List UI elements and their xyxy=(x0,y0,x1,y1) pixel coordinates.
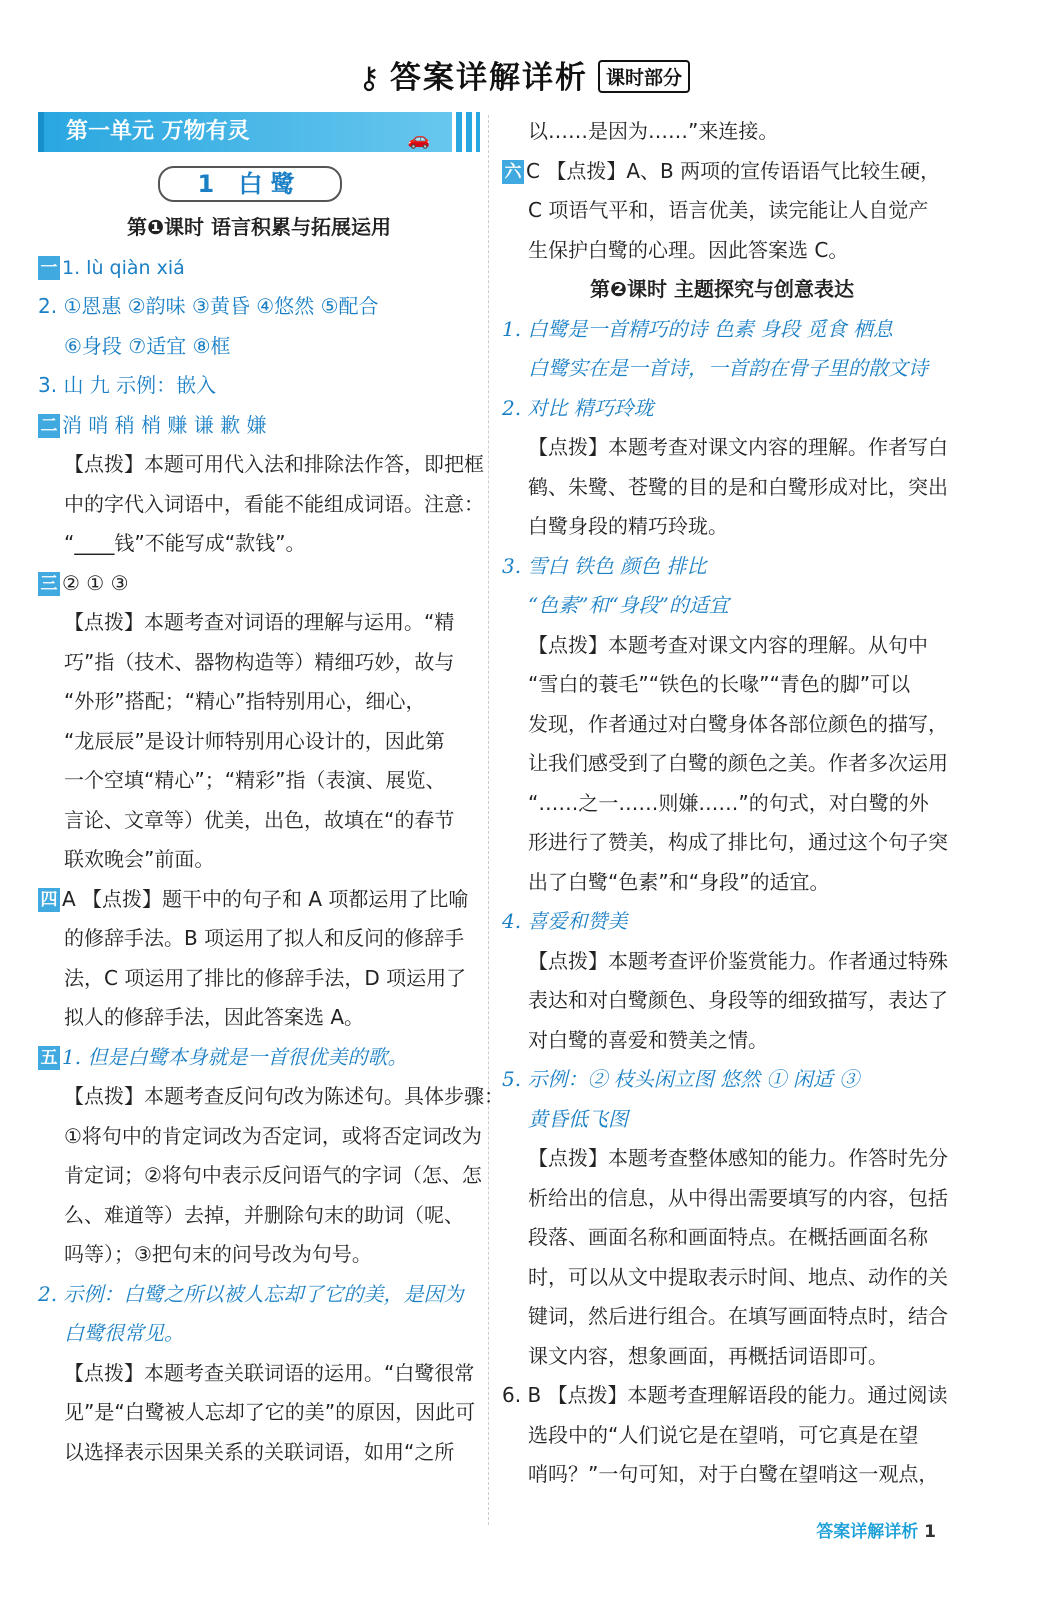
list-item: 一个空填“精心”；“精彩”指（表演、展览、 xyxy=(64,768,446,792)
list-item: 【点拨】本题考查对词语的理解与运用。“精 xyxy=(64,610,455,634)
list-item: 么、难道等）去掉，并删除句末的助词（呢、 xyxy=(64,1202,464,1227)
list-item: 【点拨】本题考查对课文内容的理解。从句中 xyxy=(528,632,928,657)
list-item: “外形”搭配；“精心”指特别用心，细心， xyxy=(64,689,426,713)
section-badge-3: 三 xyxy=(38,572,60,596)
list-item: 课文内容，想象画面，再概括词语即可。 xyxy=(528,1343,888,1368)
list-item: 4. 喜爱和赞美 xyxy=(502,909,628,933)
list-item: 【点拨】本题考查对课文内容的理解。作者写白 xyxy=(528,435,948,459)
list-item: 巧”指（技术、器物构造等）精细巧妙，故与 xyxy=(64,649,455,674)
list-item: 【点拨】本题考查反问句改为陈述句。具体步骤： xyxy=(64,1084,504,1108)
list-item: 白鹭身段的精巧玲珑。 xyxy=(528,514,728,538)
list-item: 形进行了赞美，构成了排比句，通过这个句子突 xyxy=(528,830,948,854)
list-item: 五 1. 但是白鹭本身就是一首很优美的歌。 xyxy=(38,1038,480,1078)
list-item: 2. 对比 精巧玲珑 xyxy=(502,395,654,420)
list-item: 六 C 【点拨】A、B 两项的宣传语语气比较生硬， xyxy=(502,152,942,192)
section-badge-2: 二 xyxy=(38,414,60,438)
list-item: 生保护白鹭的心理。因此答案选 C。 xyxy=(528,237,849,262)
section-badge-6: 六 xyxy=(502,160,524,184)
list-item: 黄昏低飞图 xyxy=(528,1106,628,1131)
unit-banner xyxy=(38,112,480,152)
list-item: “雪白的蓑毛”“铁色的长喙”“青色的脚”可以 xyxy=(528,672,911,696)
list-item: 二 消 哨 稍 梢 赚 谦 歉 嫌 xyxy=(38,406,480,446)
list-item: 1. 白鹭是一首精巧的诗 色素 身段 觅食 栖息 xyxy=(502,316,893,341)
list-item: 2. 示例：白鹭之所以被人忘却了它的美，是因为 xyxy=(38,1281,464,1306)
list-item: 5. 示例：② 枝头闲立图 悠然 ① 闲适 ③ xyxy=(502,1067,860,1091)
list-item: 以……是因为……”来连接。 xyxy=(528,119,779,143)
list-item: 拟人的修辞手法，因此答案选 A。 xyxy=(64,1005,365,1029)
list-item: 键词，然后进行组合。在填写画面特点时，结合 xyxy=(528,1304,948,1328)
list-item: 鹤、朱鹭、苍鹭的目的是和白鹭形成对比，突出 xyxy=(528,474,948,499)
list-item: 四 A 【点拨】题干中的句子和 A 项都运用了比喻 xyxy=(38,880,480,920)
list-item: 白鹭很常见。 xyxy=(64,1321,184,1345)
list-item: 言论、文章等）优美，出色，故填在“的春节 xyxy=(64,807,455,832)
title-tag: 课时部分 xyxy=(598,60,690,93)
list-item: 法，C 项运用了排比的修辞手法，D 项运用了 xyxy=(64,965,467,990)
session1-title: 第❶课时 语言积累与拓展运用 xyxy=(127,215,391,239)
page-title xyxy=(0,52,1048,97)
list-item: 2. ①恩惠 ②韵味 ③黄昏 ④悠然 ⑤配合 xyxy=(38,294,379,318)
list-item: 吗等）；③把句末的问号改为句号。 xyxy=(64,1242,372,1266)
key-icon: ⚷ xyxy=(358,61,382,96)
list-item: 6. B 【点拨】本题考查理解语段的能力。通过阅读 xyxy=(502,1383,948,1407)
section-badge-1: 一 xyxy=(38,256,60,280)
page-number: 1 xyxy=(924,1522,936,1542)
list-item: 让我们感受到了白鹭的颜色之美。作者多次运用 xyxy=(528,751,948,775)
list-item: “色素”和“身段”的适宜 xyxy=(528,593,729,617)
lesson-title: 1 白鹭 xyxy=(158,166,342,202)
banner-stripes xyxy=(452,112,480,152)
list-item: 见”是“白鹭被人忘却了它的美”的原因，因此可 xyxy=(64,1400,476,1424)
list-item: 3. 山 九 示例：嵌入 xyxy=(38,373,217,397)
list-item: 一 1. lù qiàn xiá xyxy=(38,248,480,288)
list-item: 发现，作者通过对白鹭身体各部位颜色的描写， xyxy=(528,711,948,736)
list-item: ⑥身段 ⑦适宜 ⑧框 xyxy=(64,333,231,358)
unit-title: 第一单元 万物有灵 xyxy=(66,119,250,144)
title-text: 答案详解详析 xyxy=(389,60,588,96)
section-badge-5: 五 xyxy=(38,1046,60,1070)
list-item: 哨吗？”一句可知，对于白鹭在望哨这一观点， xyxy=(528,1462,939,1486)
footer-label: 答案详解详析 1 xyxy=(816,1522,936,1542)
list-item: 白鹭实在是一首诗，一首韵在骨子里的散文诗 xyxy=(528,356,928,380)
list-item: 肯定词；②将句中表示反问语气的字词（怎、怎 xyxy=(64,1163,482,1187)
left-column xyxy=(38,112,504,1472)
list-item: 【点拨】本题考查整体感知的能力。作答时先分 xyxy=(528,1146,948,1170)
list-item: 段落、画面名称和画面特点。在概括画面名称 xyxy=(528,1225,928,1249)
list-item: 联欢晚会”前面。 xyxy=(64,847,215,871)
list-item: 【点拨】本题考查关联词语的运用。“白鹭很常 xyxy=(64,1360,475,1385)
list-item: 时，可以从文中提取表示时间、地点、动作的关 xyxy=(528,1264,948,1289)
list-item: “……之一……则嫌……”的句式，对白鹭的外 xyxy=(528,790,929,815)
list-item: 【点拨】本题可用代入法和排除法作答，即把框 xyxy=(64,452,484,476)
list-item: 中的字代入词语中，看能不能组成词语。注意： xyxy=(64,491,484,516)
list-item: 【点拨】本题考查评价鉴赏能力。作者通过特殊 xyxy=(528,948,948,973)
section-badge-4: 四 xyxy=(38,888,60,912)
list-item: 选段中的“人们说它是在望哨，可它真是在望 xyxy=(528,1422,919,1447)
list-item: 表达和对白鹭颜色、身段等的细致描写，表达了 xyxy=(528,988,948,1012)
list-item: ①将句中的肯定词改为否定词，或将否定词改为 xyxy=(64,1123,482,1148)
list-item: 3. 雪白 铁色 颜色 排比 xyxy=(502,553,707,578)
list-item: “龙辰辰”是设计师特别用心设计的，因此第 xyxy=(64,728,445,753)
list-item: 析给出的信息，从中得出需要填写的内容，包括 xyxy=(528,1185,948,1210)
list-item: “____钱”不能写成“款钱”。 xyxy=(64,531,306,555)
list-item: 对白鹭的喜爱和赞美之情。 xyxy=(528,1027,768,1052)
list-item: 出了白鹭“色素”和“身段”的适宜。 xyxy=(528,869,830,894)
list-item: 三 ② ① ③ xyxy=(38,564,480,604)
list-item: 的修辞手法。B 项运用了拟人和反问的修辞手 xyxy=(64,926,465,950)
session2-title: 第❷课时 主题探究与创意表达 xyxy=(590,277,854,301)
list-item: 以选择表示因果关系的关联词语，如用“之所 xyxy=(64,1439,455,1464)
car-icon: 🚗 xyxy=(407,129,430,150)
right-column xyxy=(502,112,948,1495)
list-item: C 项语气平和，语言优美，读完能让人自觉产 xyxy=(528,198,929,222)
column-divider xyxy=(488,115,489,1525)
